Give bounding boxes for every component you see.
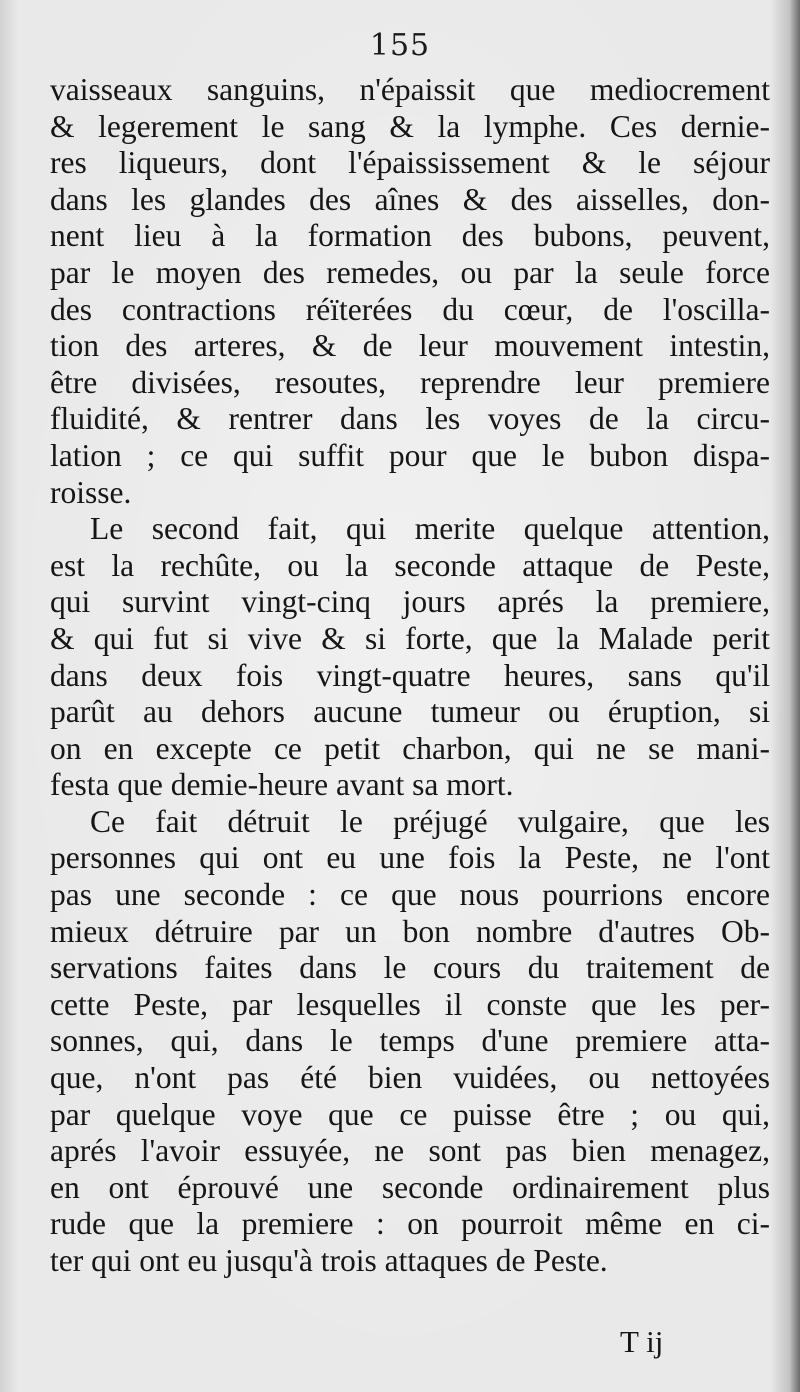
text-line: qui survint vingt-cinq jours aprés la premiere,: [50, 584, 770, 620]
text-line: roisse.: [50, 474, 132, 510]
text-line: Le second fait, qui merite quelque attention,: [90, 511, 770, 547]
text-line: Ce fait détruit le préjugé vulgaire, que les: [90, 803, 770, 839]
page-edge-shadow: [790, 0, 800, 1392]
text-line: des contractions réïterées du cœur, de l'oscilla-: [50, 291, 770, 327]
text-line: tion des arteres, & de leur mouvement intestin,: [50, 328, 770, 364]
text-line: vaisseaux sanguins, n'épaissit que mediocrement: [50, 72, 770, 107]
text-line: & legerement le sang & la lymphe. Ces dernie-: [50, 108, 770, 144]
text-line: est la rechûte, ou la seconde attaque de Peste,: [50, 547, 770, 583]
text-line: ter qui ont eu jusqu'à trois attaques de Peste.: [50, 1243, 608, 1278]
text-line: festa que demie-heure avant sa mort.: [50, 767, 514, 803]
text-line: & qui fut si vive & si forte, que la Malade perit: [50, 620, 770, 656]
text-line: dans deux fois vingt-quatre heures, sans qu'il: [50, 657, 770, 693]
signature-mark: T ij: [620, 1324, 664, 1359]
text-line: lation ; ce qui suffit pour que le bubon dispa-: [50, 437, 770, 473]
text-line: parût au dehors aucune tumeur ou éruption, si: [50, 694, 770, 730]
text-line: servations faites dans le cours du traitement de: [50, 950, 770, 986]
text-line: personnes qui ont eu une fois la Peste, ne l'ont: [50, 840, 770, 876]
text-line: dans les glandes des aînes & des aisselles, don-: [50, 181, 770, 217]
text-line: cette Peste, par lesquelles il conste que les per-: [50, 986, 770, 1022]
text-line: mieux détruire par un bon nombre d'autres Ob-: [50, 913, 770, 949]
text-line: sonnes, qui, dans le temps d'une premiere atta-: [50, 1023, 770, 1059]
text-line: on en excepte ce petit charbon, qui ne se mani-: [50, 730, 770, 766]
text-line: que, n'ont pas été bien vuidées, ou nettoyées: [50, 1060, 770, 1096]
text-line: nent lieu à la formation des bubons, peuvent,: [50, 218, 770, 254]
text-line: être divisées, resoutes, reprendre leur premiere: [50, 364, 770, 400]
text-line: pas une seconde : ce que nous pourrions encore: [50, 877, 770, 913]
text-line: res liqueurs, dont l'épaississement & le séjour: [50, 145, 770, 181]
text-line: par le moyen des remedes, ou par la seule force: [50, 254, 770, 290]
text-line: aprés l'avoir essuyée, ne sont pas bien menagez,: [50, 1133, 770, 1169]
text-line: par quelque voye que ce puisse être ; ou qui,: [50, 1096, 770, 1132]
page-number: 155: [369, 28, 431, 63]
body-text: [50, 72, 770, 1280]
text-line: fluidité, & rentrer dans les voyes de la circu-: [50, 401, 770, 437]
text-line: en ont éprouvé une seconde ordinairement plus: [50, 1169, 770, 1205]
text-line: rude que la premiere : on pourroit même en ci-: [50, 1206, 770, 1242]
